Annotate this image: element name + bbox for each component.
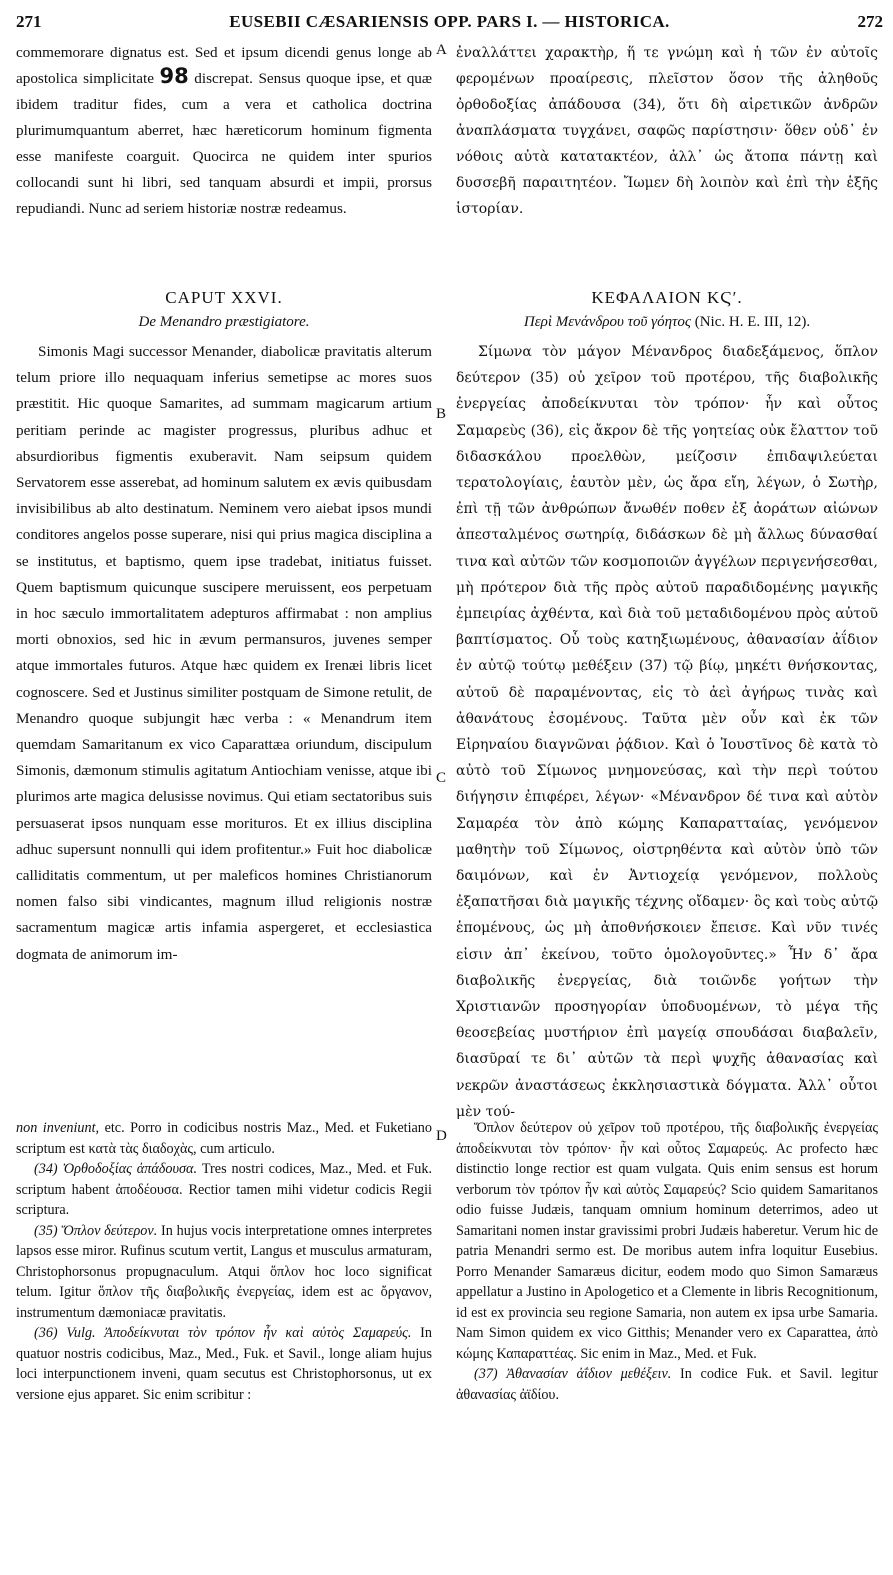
footnote-text: Ὅπλον δεύτερον οὐ χεῖρον τοῦ προτέρου, τῆς διαβολικῆς ἐνεργείας ἀποδείκνυται τὸν τρόπον· ἦν καὶ οὗτος Σαμαρεύς. Ac profecto hæc distinctio longe rectior est quam vulgata. Quis enim sensus est horum verborum τὸν τρόπον ἦν καὶ αὐτὸς Σαμαρεύς? Scio quidem Samaritanos odio fuisse Judæis, tanquam omnium hominum deterrimos, adeo ut Samaritani nomen instar gravissimi probri Judæis haberetur. Verum hic de patria Menandri sermo est. De moribus autem infra loquitur Eusebius. Porro Menander Samaræus dicitur, eodem modo quo Simon Samaræus appellatur a Justino in Apologetico et a Clemente in libris Recognitionum, id est ex provincia seu regione Samaria, non autem ex ipsa urbe Samaria. Nam Simon quidem ex vico Gitthis; Menander vero ex Caparattea, ἀπὸ κώμης Καπαραττέας. Sic enim in Maz., Med. et Fuk. <box>456 1120 878 1362</box>
latin-chapter <box>16 288 432 968</box>
margin-letter-b: B <box>436 406 447 422</box>
footnote-text: In codice Fuk. et Savil. legitur ἀθανασίας ἀϊδίου. <box>456 1366 879 1403</box>
footnote-lemma: (34) Ὀρθοδοξίας ἀπάδουσα. <box>34 1161 197 1177</box>
notes-left <box>16 1118 432 1405</box>
margin-letter-a: A <box>436 42 447 58</box>
running-head <box>16 10 883 34</box>
latin-chapter-text: Simonis Magi successor Menander, diabolicæ pravitatis alterum telum priore illo nequaquam inferius semetipse ac mores suos præstitit. Hic quoque Samarites, ad summam magicarum artium peritiam perinde ac magister progressus, pluribus adhuc et absurdioribus figmentis exuberavit. Nam seipsum quidem Servatorem esse asserebat, ad hominum salutem ex ævis quibusdam invisibilibus ab alto destinatum. Neminem vero aiebat ipsos mundi conditores angelos posse superare, nisi qui prius magica disciplina a se institutus, et baptismo, quem ipse tradebat, initiatus fuisset. Quem baptismum quicunque suscipere meruissent, eos perpetuam in hoc sæculo immortalitatem adepturos affirmabat : non amplius morti obnoxios, sed hic in ævum permansuros, juvenes semper atque immortales futuros. Atque hæc quidem ex Irenæi libris licet cognoscere. Sed et Justinus similiter postquam de Simone retulit, de Menandro quoque subjungit hæc verba : « Menandrum item quemdam Samaritanum ex vico Caparattæa oriundum, discipulum Simonis, dæmonum stimulis agitatum Antiochiam venisse, atque ibi plurimos arte magica delusisse novimus. Qui etiam sectatoribus suis persuaserat ipsos nunquam esse morituros. Et ex illius disciplina adhuc supersunt nonnulli qui idem profitentur.» Fuit hoc diabolicæ calliditatis commentum, ut per maleficos homines Christianorum nomen falso sibi vindicantes, magnum illud religionis nostræ sacramentum magicæ artis infamia aspergeret, et ecclesiastica dogmata de animorum im- <box>16 343 432 963</box>
footnote-lemma: (36) Vulg. Ἀποδείκνυται τὸν τρόπον ἦν καὶ αὐτὸς Σαμαρεύς. <box>34 1325 412 1341</box>
footnote <box>16 1159 432 1221</box>
latin-continuation-text-a: commemorare dignatus est. Sed et ipsum dicendi genus longe ab apostolica simplicitate <box>16 44 432 87</box>
greek-continuation: ἐναλλάττει χαρακτὴρ, ἥ τε γνώμη καὶ ἡ τῶν ἐν αὐτοῖς φερομένων προαίρεσις, πλεῖστον ὅσον τῆς ἀληθοῦς ὀρθοδοξίας ἀπάδουσα (34), ὅτι δὴ αἱρετικῶν ἀνδρῶν ἀναπλάσματα τυγχάνει, σαφῶς παρίστησιν· ὅθεν οὐδ᾽ ἐν νόθοις αὐτὰ κατατακτέον, ἀλλ᾽ ὡς ἄτοπα πάντῃ καὶ δυσσεβῆ παραιτητέον. Ἴωμεν δὴ λοιπὸν καὶ ἐπὶ τὴν ἑξῆς ἱστορίαν. <box>456 45 878 217</box>
footnote <box>456 1118 878 1364</box>
footnote-lemma: non inveniunt, <box>16 1120 100 1136</box>
greek-chapter-heading: ΚΕΦΑΛΑΙΟΝ ΚϚʹ. <box>591 288 743 307</box>
footnote-lemma: (37) Ἀθανασίαν ἀΐδιον μεθέξειν. <box>474 1366 672 1382</box>
latin-chapter-subheading: De Menandro præstigiatore. <box>138 314 310 330</box>
footnote-text: Tres nostri codices, Maz., Med. et Fuk. scriptum habent ἀποδέουσα. Rectior tamen mihi videtur codicis Regii scriptura. <box>16 1161 432 1218</box>
greek-chapter-subheading-title: Περὶ Μενάνδρου τοῦ γόητος <box>523 314 691 330</box>
greek-chapter-text: Σίμωνα τὸν μάγον Μένανδρος διαδεξάμενος, ὅπλον δεύτερον (35) οὐ χεῖρον τοῦ προτέρου, τῆς διαβολικῆς ἐνεργείας ἀποδείκνυται τὸν τρόπον· ἦν καὶ οὗτος Σαμαρεὺς (36), εἰς ἄκρον δὲ τῆς γοητείας οὐκ ἔλαττον τοῦ διδασκάλου προελθὼν, μείζοσιν ἐπιδαψιλεύεται τερατολογίαις, ἑαυτὸν μὲν, ὡς ἄρα εἴη, λέγων, ὁ Σωτὴρ, ἐπὶ τῇ τῶν ἀνθρώπων ἄνωθέν ποθεν ἐξ ἀοράτων αἰώνων ἀπεσταλμένος σωτηρίᾳ, διδάσκων δὲ μὴ ἄλλως δύνασθαί τινα καὶ αὐτῶν τῶν κοσμοποιῶν ἀγγέλων περιγενήσεσθαι, μὴ πρότερον διὰ τῆς πρὸς αὐτοῦ παραδιδομένης μαγικῆς ἐμπειρίας ἀχθέντα, καὶ διὰ τοῦ μεταδιδομένου πρὸς αὐτοῦ βαπτίσματος. Οὗ τοὺς κατηξιωμένους, ἀθανασίαν ἀΐδιον ἐν αὐτῷ τούτῳ μεθέξειν (37) τῷ βίῳ, μηκέτι θνήσκοντας, αὐτοῦ δὲ παραμένοντας, εἰς τὸ ἀεὶ ἀγήρως τινὰς καὶ ἀθανάτους ἐσομένους. Ταῦτα μὲν οὖν καὶ ἐκ τῶν Εἰρηναίου διαγνῶναι ῥᾴδιον. Καὶ ὁ Ἰουστῖνος δὲ κατὰ τὸ αὐτὸ τοῦ Σίμωνος μνημονεύσας, καὶ τὴν περὶ τούτου διήγησιν ἐπιφέρει, λέγων· «Μένανδρον δέ τινα καὶ αὐτὸν Σαμαρέα τὸν ἀπὸ κώμης Καπαρατταίας, γενόμενον μαθητὴν τοῦ Σίμωνος, οἰστρηθέντα καὶ αὐτὸν ὑπὸ τῶν δαιμόνων, καὶ ἐν Ἀντιοχείᾳ γενόμενον, πολλοὺς ἐξαπατῆσαι διὰ μαγικῆς τέχνης οἴδαμεν· ὃς καὶ τοὺς αὐτῷ ἑπομένους, ὡς μὴ ἀποθνήσκοιεν ἔπεισε. Καὶ νῦν τινές εἰσιν ἀπ᾽ ἐκείνου, τοῦτο ὁμολογοῦντες.» Ἦν δ᾽ ἄρα διαβολικῆς ἐνεργείας, διὰ τοιῶνδε γοήτων τὴν Χριστιανῶν προσηγορίαν ὑποδυομένων, τὸ μέγα τῆς θεοσεβείας μυστήριον ἐπὶ μαγείᾳ σπουδάσαι διαβαλεῖν, διασῦραί τε δι᾽ αὐτῶν τὰ περὶ ψυχῆς ἀθανασίας καὶ νεκρῶν ἀναστάσεως ἐκκλησιαστικὰ δόγματα. Ἀλλ᾽ οὗτοι μὲν τού- <box>456 344 878 1120</box>
running-title: EUSEBII CÆSARIENSIS OPP. PARS I. — HISTORICA. <box>229 12 670 31</box>
footnote <box>456 1364 878 1405</box>
page-number-right: 272 <box>857 12 883 31</box>
footnote <box>16 1118 432 1159</box>
margin-letter-c: C <box>436 770 447 786</box>
greek-chapter <box>456 288 878 1125</box>
notes-right <box>456 1118 878 1405</box>
greek-chapter-subheading <box>456 314 878 331</box>
greek-chapter-subheading-ref: (Nic. H. E. III, 12). <box>694 314 811 330</box>
footnote-text: In quatuor nostris codicibus, Maz., Med., Fuk. et Savil., longe aliam hujus loci interpunctionem inveni, quam secutus est Christophorsonus, ut ex versione ejus apparet. Sic enim scribitur : <box>16 1325 432 1403</box>
latin-chapter-heading: CAPUT XXVI. <box>165 288 283 307</box>
latin-continuation <box>16 40 432 222</box>
footnote-text: In hujus vocis interpretatione omnes interpretes lapsos esse miror. Rufinus scutum vertit, Langus et musculus armaturam, Christophorsonus propugnaculum. Atqui ὅπλον hoc loco significat telum. Igitur ὅπλον τῆς διαβολικῆς ἐνεργείας, idem est ac ὄργανον, instrumentum dæmoniacæ pravitatis. <box>16 1222 432 1321</box>
marginal-number: 98 <box>159 64 189 88</box>
footnote <box>16 1323 432 1405</box>
latin-continuation-text-b: discrepat. Sensus quoque ipse, et quæ ibidem traditur fides, cum a vera et catholica doctrina plurimumquantum aberret, hæc hæreticorum hominum figmenta esse manifeste coarguit. Quocirca ne quidem inter spurios collocandi sunt hi libri, sed tanquam absurdi et impii, prorsus repudiandi. Nunc ad seriem historiæ nostræ redeamus. <box>16 70 433 217</box>
margin-letter-d: D <box>436 1128 447 1144</box>
footnote-lemma: (35) Ὅπλον δεύτερον. <box>34 1222 158 1239</box>
page-number-left: 271 <box>16 12 42 31</box>
footnote-text: etc. Porro in codicibus nostris Maz., Med. et Fuketiano scriptum est κατὰ τὰς διαδοχὰς, cum articulo. <box>16 1120 432 1157</box>
footnote <box>16 1221 432 1324</box>
